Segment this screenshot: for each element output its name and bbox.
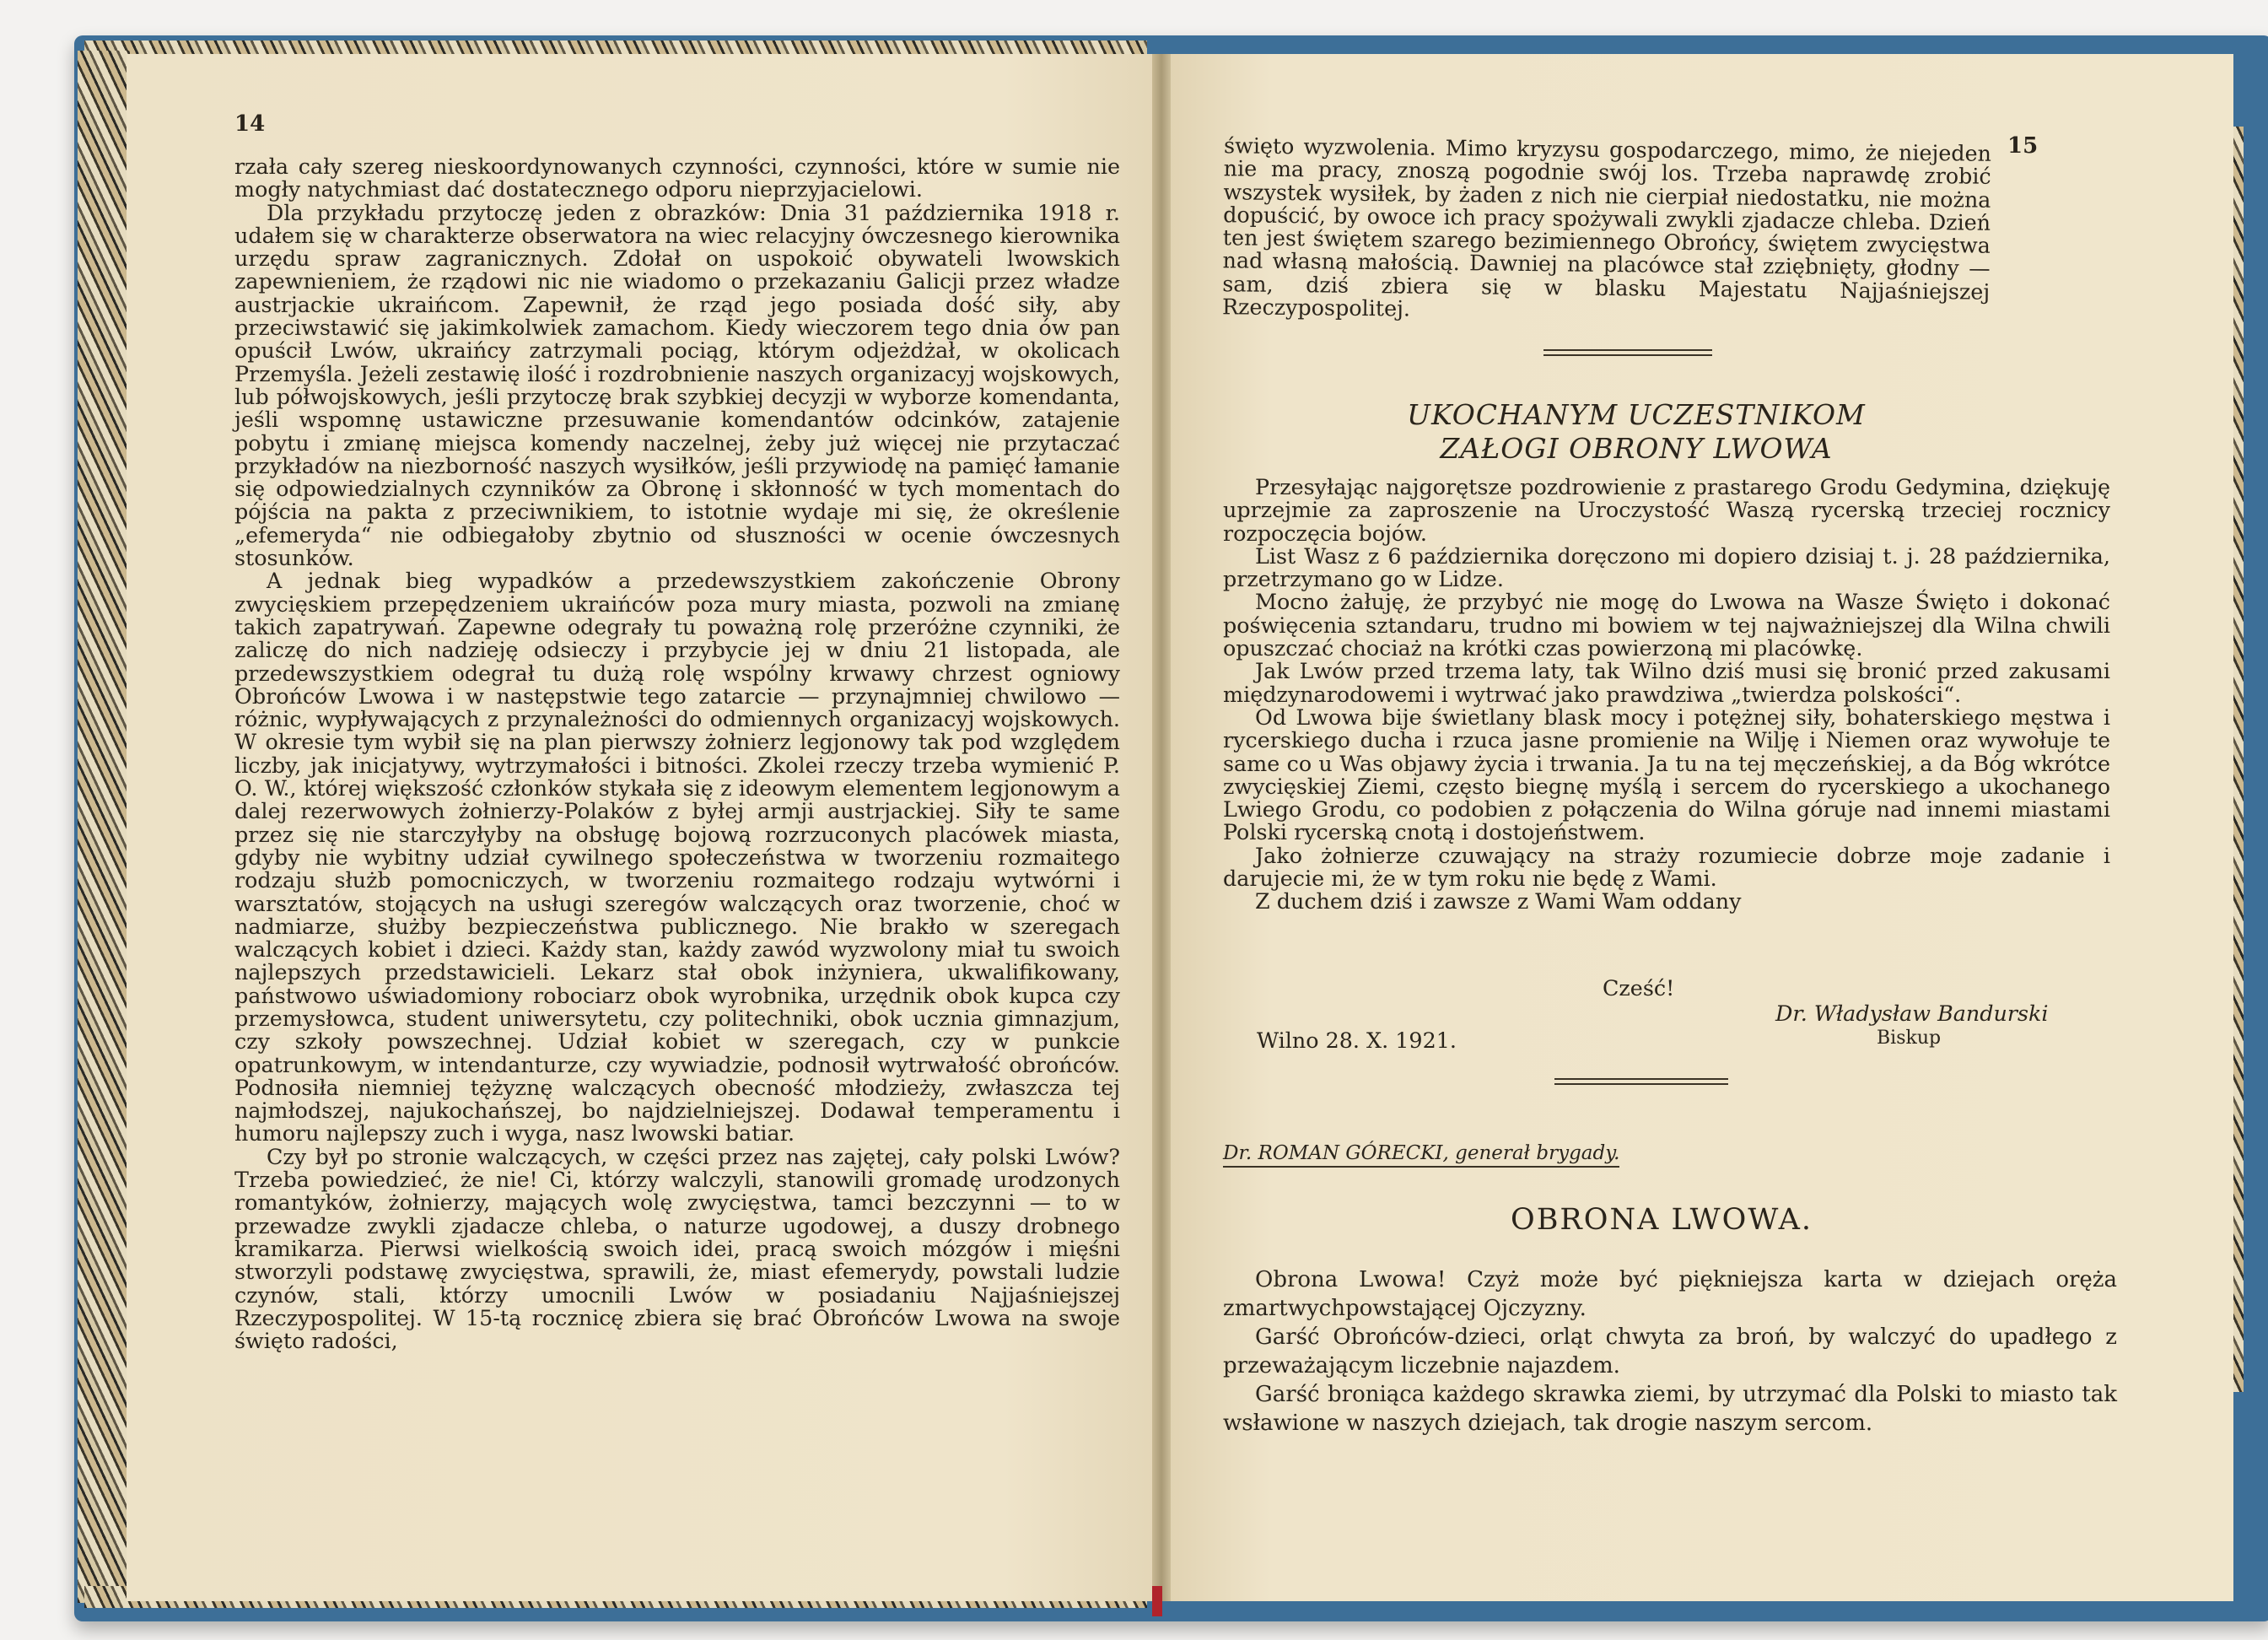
letter-heading-line-2: ZAŁOGI OBRONY LWOWA: [1440, 432, 1833, 465]
letter-paragraph: Przesyłając najgorętsze pozdrowienie z prastarego Grodu Gedymina, dziękuję uprzejmie za zaproszenie na Uroczystość Waszą rycerską trzeciej rocznicy rozpoczęcia bojów.: [1223, 474, 2110, 546]
signature-title: Biskup: [1877, 1028, 1942, 1049]
letter-paragraph: Z duchem dziś i zawsze z Wami Wam oddany: [1255, 888, 1742, 914]
right-top-paragraph: [1222, 134, 1991, 326]
bookmark-ribbon: [1152, 1586, 1162, 1616]
left-paragraph: Czy był po stronie walczących, w części przez nas zajętej, cały polski Lwów? Trzeba powiedzieć, że nie! Ci, którzy walczyli, stanowili gromadę urodzonych romantyków, żołnierzy, mających wolę zwycięstwa, tamci bezczynni — to w przewadze zwykli zjadacze chleba, o naturze ugodowej, a duszy drobnego kramikarza. Pierwsi wielkością swoich idei, pracą swoich mózgów i mięśni stworzyli podstawę zwycięstwa, sprawili, że, miast efemerydy, powstali ludzie czynów, stali, którzy umocnili Lwów w posiadaniu Najjaśniejszej Rzeczypospolitej. W 15-tą rocznicę zbiera się brać Obrońców Lwowa na swoje święto radości,: [234, 1143, 1120, 1354]
left-paragraph: rzała cały szereg nieskoordynowanych czynności, czynności, które w sumie nie mogły natychmiast dać dostatecznego odporu nieprzyjacielowi.: [234, 154, 1120, 202]
letter-paragraph: Od Lwowa bije świetlany blask mocy i potężnej siły, bohaterskiego męstwa i rycerskiego ducha i rzuca jasne promienie na Wilję i Niemen oraz wywołuje te same co u Was objawy życia i trwania. Ja tu na tej męczeńskiej, a da Bóg wkrótce zwycięskiej Ziemi, często biegnę myślą i sercem do rycerskiego a ukochanego Lwiego Grodu, co podobien z połączenia do Wilna góruje nad innemi miastami Polski rycerską cnotą i dostojeństwem.: [1223, 704, 2110, 845]
letter-paragraph: Jako żołnierze czuwający na straży rozumiecie dobrze moje zadanie i darujecie mi, że w tym roku nie będę z Wami.: [1223, 842, 2110, 892]
letter-heading: [1290, 398, 1982, 466]
signature-name: Dr. Władysław Bandurski: [1775, 1001, 2049, 1026]
article-paragraph: Garść broniąca każdego skrawka ziemi, by utrzymać dla Polski to miasto tak wsławione w naszych dziejach, tak drogie naszym sercom.: [1223, 1382, 2117, 1436]
left-paragraph: Dla przykładu przytoczę jeden z obrazków: Dnia 31 października 1918 r. udałem się w charakterze obserwatora na wiec relacyjny ówczesnego kierownika urzędu spraw zagranicznych. Zdołał on uspokoić obywateli lwowskich zapewnieniem, że rządowi nic nie wiadomo o przekazaniu Galicji przez władze austrjackie ukraińcom. Zapewnił, że rząd jego posiada dość siły, aby przeciwstawić się jakimkolwiek zamachom. Kiedy wieczorem tego dnia ów pan opuścił Lwów, ukraińcy zatrzymali pociąg, którym odjeżdżał, w okolicach Przemyśla. Jeżeli zestawię ilość i rozdrobnienie naszych organizacyj wojskowych, lub półwojskowych, jeśli przytoczę brak szybkiej decyzji w wyborze komendanta, jeśli wspomnę ustawiczne przesuwanie komendantów odcinków, zatajenie pobytu i zmianę miejsca komendy naczelnej, żeby już więcej nie przytaczać przykładów na niezborność naszych wysiłków, jeśli przywiodę na pamięć łamanie się odpowiedzialnych czynników za Obronę i skłonność w tych momentach do pójścia na pakta z przeciwnikiem, to istotnie wydaje mi się, że określenie „efemeryda“ nie odbiegałoby zbytnio od słuszności w ocenie ówczesnych stosunków.: [234, 199, 1120, 571]
article-paragraph: Obrona Lwowa! Czyż może być piękniejsza karta w dziejach oręża zmartwychpowstającej Ojczyzny.: [1223, 1267, 2117, 1321]
right-page: [1164, 54, 2233, 1601]
letter-heading-line-1: UKOCHANYM UCZESTNIKOM: [1407, 398, 1866, 431]
article-paragraph: Garść Obrońców-dzieci, orląt chwyta za broń, by walczyć do upadłego z przeważającym liczebnie najazdem.: [1223, 1324, 2117, 1378]
letter-paragraph: List Wasz z 6 października doręczono mi dopiero dzisiaj t. j. 28 października, przetrzymano go w Lidze.: [1223, 542, 2110, 592]
continued-paragraph: święto wyzwolenia. Mimo kryzysu gospodarczego, mimo, że niejeden nie ma pracy, znoszą pogodnie swój los. Trzeba naprawdę zrobić wszystek wysiłek, by żaden z nich nie cierpiał niedostatku, nie można dopuścić, by owoce ich pracy spożywali zwykli zjadacze chleba. Dzień ten jest świętem szarego bezimiennego Obrońcy, świętem zwycięstwa nad własną małością. Dawniej na placówce stał zziębnięty, głodny — sam, dziś zbiera się w blasku Majestatu Najjaśniejszej Rzeczypospolitej.: [1221, 132, 1992, 321]
salutation: Cześć!: [1603, 975, 1675, 1001]
author-line: Dr. ROMAN GÓRECKI, generał brygady.: [1223, 1142, 1619, 1168]
marbled-endpaper-left: [78, 51, 130, 1603]
page-number-left: 14: [234, 111, 266, 137]
left-page: [127, 54, 1157, 1601]
article-title: OBRONA LWOWA.: [1511, 1203, 1813, 1237]
left-page-body: [234, 155, 1120, 1352]
section-divider: [1554, 1078, 1728, 1085]
page-number-right: 15: [2007, 133, 2039, 159]
book-gutter: [1152, 54, 1171, 1601]
letter-body: [1223, 476, 2110, 914]
place-date: Wilno 28. X. 1921.: [1257, 1028, 1457, 1053]
letter-paragraph: Mocno żałuję, że przybyć nie mogę do Lwowa na Wasze Święto i dokonać poświęcenia sztandaru, trudno mi bowiem w tej najważniejszej dla Wilna chwili opuszczać chociaż na krótki czas powierzoną mi placówkę.: [1223, 589, 2110, 661]
left-paragraph: A jednak bieg wypadków a przedewszystkiem zakończenie Obrony zwycięskiem przepędzeniem ukraińców poza mury miasta, pozwoli na zmianę takich zapatrywań. Zapewne odegrały tu poważną rolę przeróżne czynniki, że zaliczę do nich nadzieję odsieczy i przybycie jej w dniu 21 listopada, ale przedewszystkiem odegrał tu dużą rolę wspólny krwawy chrzest ogniowy Obrońców Lwowa i w następstwie tego zatarcie — przynajmniej chwilowo — różnic, wypływających z przynależności do odmiennych organizacyj wojskowych. W okresie tym wybił się na plan pierwszy żołnierz legjonowy tak pod względem liczby, jak inicjatywy, wytrzymałości i bitności. Zkolei rzeczy trzeba wymienić P. O. W., której większość członków stykała się z ideowym elementem legjonowym a dalej rezerwowych żołnierzy-Polaków z byłej armji austrjackiej. Siły te same przez się nie starczyłyby na obsługę bojową rozrzuconych placówek miasta, gdyby nie wybitny udział cywilnego społeczeństwa w tworzeniu rozmaitego rodzaju służb pomocniczych, w tworzeniu rozmaitego rodzaju wytwórni i warsztatów, stojących na usługi szeregów walczących oraz tworzenie, choć w nadmiarze, służby bezpieczeństwa publicznego. Nie brakło w szeregach walczących kobiet i dzieci. Każdy stan, każdy zawód wyzwolony miał tu swoich najlepszych przedstawicieli. Lekarz stał obok inżyniera, ukwalifikowany, państwowo uświadomiony robociarz obok wyrobnika, urzędnik obok kupca czy przemysłowca, student uniwersytetu, czy politechniki, obok ucznia gimnazjum, czy szkoły powszechnej. Udział kobiet w szeregach, czy w punkcie opatrunkowym, w intendanturze, czy wywiadzie, podnosił wytrwałość obrońców. Podnosiła niemniej tężyznę walczących obecność młodzieży, zwłaszcza tej najmłodszej, najukochańszej, bo najdzielniejszej. Dodawał temperamentu i humoru najlepszy zuch i wyga, nasz lwowski batiar.: [234, 568, 1120, 1146]
letter-paragraph: Jak Lwów przed trzema laty, tak Wilno dziś musi się bronić przed zakusami międzynarodowemi i wytrwać jako prawdziwa „twierdza polskości“.: [1223, 658, 2110, 707]
section-divider: [1543, 349, 1712, 356]
article-body: [1223, 1265, 2117, 1438]
